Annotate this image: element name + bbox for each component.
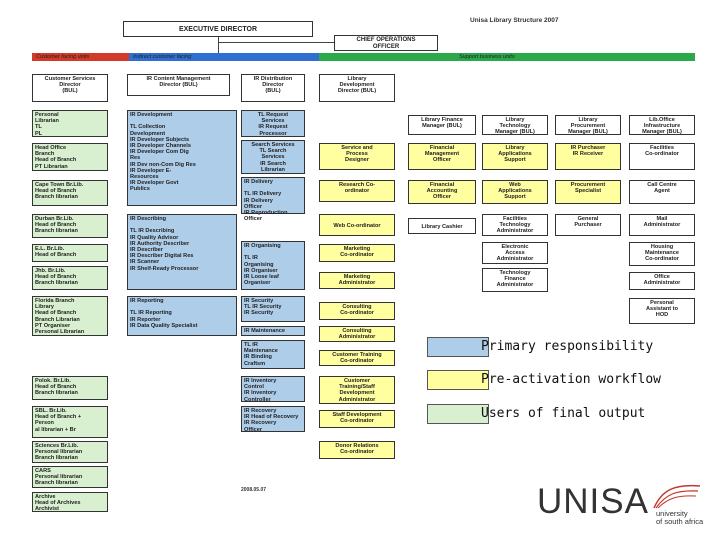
content-management-director: IR Content Management Director (BUL) [127, 74, 230, 96]
infrastructure-manager-box: Lib.Office Infrastructure Manager (BUL) [629, 115, 695, 135]
finance-box: Financial Accounting Officer [408, 180, 476, 204]
infrastructure-box: Facilities Co-ordinator [629, 143, 695, 170]
col1-box: Durban Br.Lib. Head of Branch Branch librarian [32, 214, 108, 238]
legend-swatch-blue [427, 337, 489, 357]
infrastructure-box: Call Centre Agent [629, 180, 695, 204]
legend-label-primary: Primary responsibility [481, 339, 654, 354]
ir-development-box: IR Development TL Collection Development IR Developer Subjects IR Developer Channels IR Developer Com Dig Res IR Dev non-Com Dig Res IR Developer E- Resources IR Developer Govt Publics [127, 110, 237, 206]
procurement-box: General Purchaser [555, 214, 621, 236]
col1-box: CARS Personal librarian Branch librarian [32, 466, 108, 488]
col1-box: Sciences Br.Lib. Personal librarian Branch librarian [32, 441, 108, 463]
structure-title: Unisa Library Structure 2007 [470, 17, 559, 24]
col4-box: Consulting Administrator [319, 326, 395, 342]
technology-manager-box: Library Technology Manager (BUL) [482, 115, 548, 135]
ir-reporting-box: IR Reporting TL IR Reporting IR Reporter IR Data Quality Specialist [127, 296, 237, 336]
unisa-logo-subtitle: university of south africa [656, 509, 704, 526]
coo-box: CHIEF OPERATIONS OFFICER [334, 35, 438, 51]
finance-box: Financial Management Officer [408, 143, 476, 170]
col4-box: Staff Development Co-ordinator [319, 410, 395, 428]
finance-manager-box: Library Finance Manager (BUL) [408, 115, 476, 135]
library-development-director: Library Development Director (BUL) [319, 74, 395, 102]
col3-box: IR Delivery TL IR Delivery IR Delivery Officer IR Reproduction Officer [241, 177, 305, 214]
infrastructure-box: Personal Assistant to HOD [629, 298, 695, 324]
technology-box: Web Applications Support [482, 180, 548, 204]
infrastructure-box: Mail Administrator [629, 214, 695, 236]
legend-label-users: Users of final output [481, 406, 646, 421]
col3-box: IR Organising TL IR Organising IR Organiser IR Loose leaf Organiser [241, 241, 305, 290]
col3-box: IR Recovery IR Head of Recovery IR Recovery Officer [241, 406, 305, 432]
col1-box: Jhb. Br.Lib. Head of Branch Branch librarian [32, 266, 108, 290]
date-footer: 2008.05.07 [241, 487, 267, 493]
col1-box: SBL. Br.Lib. Head of Branch + Person al librarian + Br [32, 406, 108, 438]
col4-box: Web Co-ordinator [319, 214, 395, 236]
procurement-manager-box: Library Procurement Manager (BUL) [555, 115, 621, 135]
infrastructure-box: Office Administrator [629, 272, 695, 290]
col1-box: Personal Librarian TL PL [32, 110, 108, 137]
band-customer-facing: Customer facing units [32, 53, 129, 61]
col4-box: Marketing Co-ordinator [319, 244, 395, 262]
procurement-box: Procurement Specialist [555, 180, 621, 204]
unisa-logo-text: UNISA [537, 482, 649, 521]
infrastructure-box: Housing Maintenance Co-ordinator [629, 242, 695, 266]
col3-box: IR Security TL IR Security IR Security [241, 296, 305, 322]
col1-box: Cape Town Br.Lib. Head of Branch Branch librarian [32, 180, 108, 206]
ir-describing-box: IR Describing TL IR Describing IR Quality Advisor IR Authority Describer IR Describer IR Describer Digital Res IR Scanner IR Shelf-Ready Processor [127, 214, 237, 290]
col4-box: Customer Training/Staff Development Administrator [319, 376, 395, 404]
col3-box: TL Request Services IR Request Processor [241, 110, 305, 137]
col4-box: Service and Process Designer [319, 143, 395, 170]
unisa-logo-mark-icon [652, 482, 702, 510]
col1-box: Archive Head of Archives Archivist [32, 492, 108, 512]
connector [218, 37, 219, 53]
col4-box: Customer Training Co-ordinator [319, 350, 395, 366]
col1-box: Head Office Branch Head of Branch PT Librarian [32, 143, 108, 171]
finance-box: Library Cashier [408, 218, 476, 234]
customer-services-director: Customer Services Director (BUL) [32, 74, 108, 102]
technology-box: Electronic Access Administrator [482, 242, 548, 264]
technology-box: Facilities Technology Administrator [482, 214, 548, 236]
col3-box: IR Inventory Control IR Inventory Controller [241, 376, 305, 402]
technology-box: Technology Finance Administrator [482, 268, 548, 292]
col4-box: Consulting Co-ordinator [319, 302, 395, 320]
band-support: Support business units [319, 53, 695, 61]
col1-box: E.L. Br.Lib. Head of Branch [32, 244, 108, 262]
col3-box: Search Services TL Search Services IR Search Librarian [241, 140, 305, 174]
legend-swatch-green [427, 404, 489, 424]
technology-box: Library Applications Support [482, 143, 548, 170]
col1-box: Polok. Br.Lib. Head of Branch Branch librarian [32, 376, 108, 400]
legend-swatch-yellow [427, 370, 489, 390]
distribution-director: IR Distribution Director (BUL) [241, 74, 305, 102]
col4-box: Marketing Administrator [319, 272, 395, 289]
col1-box: Florida Branch Library Head of Branch Branch Librarian PT Organiser Personal Librarian [32, 296, 108, 336]
connector [218, 42, 334, 43]
band-indirect: Indirect customer facing [129, 53, 319, 61]
legend-label-pre-activation: Pre-activation workflow [481, 372, 662, 387]
col3-box: TL IR Maintenance IR Binding Craftsm [241, 340, 305, 369]
executive-director-box: EXECUTIVE DIRECTOR [123, 21, 313, 37]
col4-box: Donor Relations Co-ordinator [319, 441, 395, 459]
col3-box: IR Maintenance [241, 326, 305, 336]
col4-box: Research Co- ordinator [319, 180, 395, 202]
procurement-box: IR Purchaser IR Receiver [555, 143, 621, 170]
